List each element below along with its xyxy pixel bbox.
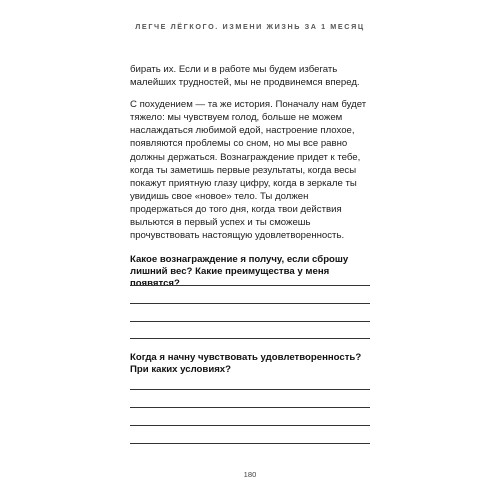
page-number: 180 — [243, 470, 257, 479]
question-heading: Когда я начну чувствовать удовлетворенность? При каких условиях? — [130, 352, 362, 376]
paragraph: С похудением — та же история. Поначалу нам будет тяжело: мы чувствуем голод, больше не можем наслаждаться любимой едой, настроение плохое, появляются проблемы со сном, но мы все равно должны держаться. Вознаграждение придет к тебе, когда ты заметишь первые результаты, когда весы покажут приятную глазу цифру, когда в зеркале ты увидишь свое «новое» тело. Ты должен продержаться до того дня, когда твои действия выльются в первый успех и ты сможешь прочувствовать настоящую удовлетворенность. — [130, 99, 367, 242]
body-text — [130, 63, 370, 242]
question-heading: Какое вознаграждение я получу, если сброшу лишний вес? Какие преимущества у меня появятся? — [130, 254, 349, 290]
answer-line[interactable] — [130, 407, 370, 408]
answer-line[interactable] — [130, 303, 370, 304]
answer-line[interactable] — [130, 443, 370, 444]
answer-line[interactable] — [130, 389, 370, 390]
answer-line[interactable] — [130, 425, 370, 426]
answer-line[interactable] — [130, 321, 370, 322]
running-head: ЛЕГЧЕ ЛЁГКОГО. ИЗМЕНИ ЖИЗНЬ ЗА 1 МЕСЯЦ — [135, 22, 365, 31]
answer-line[interactable] — [130, 338, 370, 339]
paragraph: бирать их. Если и в работе мы будем избегать малейших трудностей, мы не продвинемся вперед. — [130, 64, 360, 89]
answer-line[interactable] — [130, 285, 370, 286]
